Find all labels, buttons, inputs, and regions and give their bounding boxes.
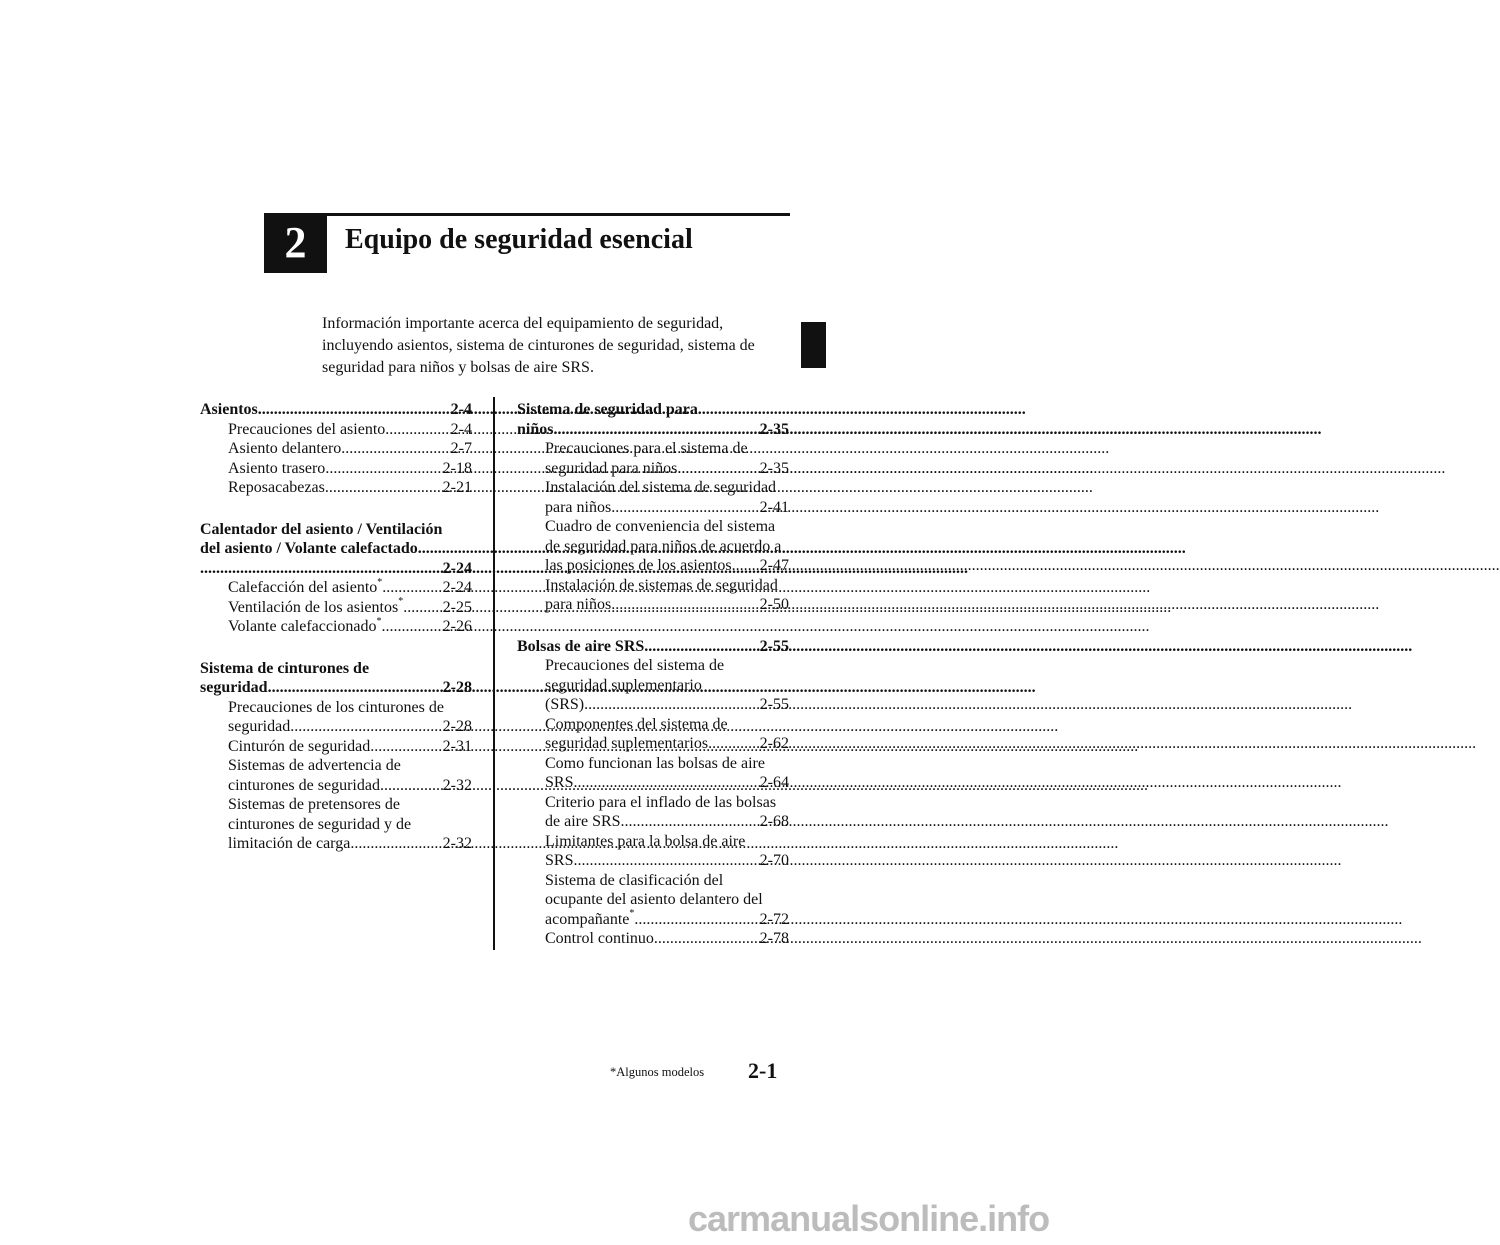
- toc-entry-label: Calefacción del asiento: [228, 579, 378, 596]
- toc-heading-title: del asiento / Volante calefactado: [200, 540, 418, 557]
- column-divider: [493, 397, 495, 950]
- toc-heading-line[interactable]: Sistema de seguridad para: [517, 401, 698, 418]
- toc-entry-label: cinturones de seguridad: [228, 776, 380, 794]
- toc-entry-label: para niños: [545, 498, 612, 516]
- toc-entry[interactable]: [517, 773, 789, 793]
- toc-page-number: 2-70: [759, 852, 789, 869]
- toc-heading[interactable]: [200, 539, 472, 559]
- chapter-title: Equipo de seguridad esencial: [345, 224, 693, 255]
- toc-heading-line[interactable]: Calentador del asiento / Ventilación: [200, 520, 443, 538]
- toc-entry[interactable]: [517, 459, 789, 479]
- toc-entry-label: SRS: [545, 852, 574, 869]
- toc-page-number: 2-25: [442, 598, 472, 616]
- toc-heading-title: niños: [517, 420, 554, 438]
- toc-section-asientos: [200, 400, 472, 498]
- chapter-rule: [327, 213, 790, 216]
- toc-entry[interactable]: [200, 459, 472, 479]
- toc-entry-label: SRS: [545, 774, 574, 791]
- toc-entry[interactable]: [517, 812, 789, 832]
- toc-heading-page-line[interactable]: [200, 559, 472, 579]
- toc-entry-label: (SRS): [545, 696, 585, 713]
- chapter-intro: [322, 313, 782, 379]
- toc-entry-label: Precauciones del asiento: [228, 420, 386, 438]
- toc-entry-line[interactable]: Sistemas de advertencia de: [228, 757, 401, 774]
- toc-column-left: [200, 400, 472, 876]
- toc-entry-line[interactable]: Limitantes para la bolsa de aire: [545, 832, 746, 850]
- toc-entry-label: seguridad suplementarios: [545, 735, 709, 752]
- toc-entry-line[interactable]: de seguridad para niños de acuerdo a: [545, 537, 782, 555]
- toc-entry-line[interactable]: Precauciones de los cinturones de: [228, 698, 444, 716]
- toc-entry[interactable]: [200, 420, 472, 440]
- toc-entry[interactable]: [517, 910, 789, 930]
- toc-page-number: 2-24: [442, 579, 472, 596]
- toc-entry[interactable]: [517, 734, 789, 754]
- chapter-side-tab: [801, 322, 826, 368]
- toc-entry[interactable]: [200, 439, 472, 459]
- watermark: carmanualsonline.info: [688, 1198, 1050, 1239]
- toc-entry-label: las posiciones de los asientos: [545, 557, 732, 574]
- toc-heading[interactable]: [517, 420, 789, 440]
- toc-page-number: 2-18: [442, 459, 472, 477]
- toc-page-number: 2-68: [759, 813, 789, 830]
- footnote-mark: *: [377, 576, 383, 588]
- toc-entry-line[interactable]: Precauciones del sistema de: [545, 657, 725, 674]
- toc-entry[interactable]: [517, 498, 789, 518]
- toc-heading[interactable]: [200, 678, 472, 698]
- toc-entry-label: Volante calefaccionado: [228, 618, 377, 635]
- toc-entry-label: para niños: [545, 596, 612, 613]
- footnote-mark: *: [376, 615, 382, 627]
- toc-heading-title: seguridad: [200, 679, 268, 696]
- footnote-mark: *: [629, 908, 635, 920]
- toc-entry-label: Control continuo: [545, 930, 654, 947]
- chapter-number-box: 2: [264, 213, 327, 273]
- toc-page-number: 2-64: [759, 774, 789, 791]
- toc-entry-line[interactable]: cinturones de seguridad y de: [228, 815, 412, 833]
- toc-entry-label: Reposacabezas: [228, 479, 325, 496]
- toc-page-number: 2-55: [759, 696, 789, 713]
- toc-entry-label: Asiento trasero: [228, 459, 326, 477]
- toc-page-number: 2-28: [442, 718, 472, 735]
- toc-page-number: 2-28: [442, 679, 472, 696]
- toc-entry-line[interactable]: Criterio para el inflado de las bolsas: [545, 793, 777, 811]
- toc-entry-line[interactable]: Como funcionan las bolsas de aire: [545, 754, 765, 772]
- toc-page-number: 2-21: [442, 479, 472, 496]
- toc-page-number: 2-32: [442, 835, 472, 852]
- toc-entry-label: limitación de carga: [228, 835, 351, 852]
- toc-column-right: [517, 400, 789, 971]
- toc-page-number: 2-26: [442, 618, 472, 635]
- toc-heading[interactable]: [200, 400, 472, 420]
- toc-page-number: 2-62: [759, 735, 789, 752]
- toc-entry[interactable]: [200, 776, 472, 796]
- toc-entry[interactable]: [517, 929, 789, 949]
- toc-entry[interactable]: [200, 717, 472, 737]
- footnote-mark: *: [398, 596, 404, 608]
- toc-entry[interactable]: [200, 737, 472, 757]
- toc-page-number: 2-47: [759, 557, 789, 574]
- toc-entry[interactable]: [200, 834, 472, 854]
- toc-entry-label: Cinturón de seguridad: [228, 737, 371, 755]
- intro-line: Información importante acerca del equipamiento de seguridad,: [322, 315, 724, 332]
- toc-entry[interactable]: [200, 617, 472, 637]
- chapter-header: [264, 213, 790, 273]
- toc-entry-line[interactable]: Instalación de sistemas de seguridad: [545, 576, 778, 594]
- intro-line: incluyendo asientos, sistema de cinturones de seguridad, sistema de: [322, 337, 755, 354]
- toc-page-number: 2-32: [442, 776, 472, 794]
- intro-line: seguridad para niños y bolsas de aire SRS.: [322, 359, 594, 376]
- toc-entry-label: de aire SRS: [545, 813, 621, 830]
- toc-section-calentador: [200, 520, 472, 637]
- toc-entry[interactable]: [517, 595, 789, 615]
- toc-entry-line[interactable]: Sistemas de pretensores de: [228, 796, 400, 813]
- toc-section-bolsas: [517, 637, 789, 949]
- toc-entry-line[interactable]: Precauciones para el sistema de: [545, 440, 748, 457]
- toc-page-number: 2-4: [450, 420, 472, 438]
- toc-entry[interactable]: [517, 556, 789, 576]
- toc-entry[interactable]: [200, 478, 472, 498]
- toc-entry-line[interactable]: Instalación del sistema de seguridad: [545, 479, 777, 496]
- toc-page-number: 2-78: [759, 930, 789, 947]
- toc-entry-label: seguridad: [228, 718, 291, 735]
- toc-page-number: 2-31: [442, 737, 472, 755]
- toc-heading-title: Asientos: [200, 401, 258, 418]
- footnote-text: *Algunos modelos: [610, 1065, 705, 1079]
- toc-page-number: 2-50: [759, 596, 789, 613]
- toc-page-number: 2-55: [759, 637, 789, 655]
- toc-entry-line[interactable]: Cuadro de conveniencia del sistema: [545, 518, 776, 535]
- toc-section-ninos: [517, 400, 789, 615]
- toc-entry-line[interactable]: seguridad suplementario: [545, 676, 702, 694]
- toc-entry-line[interactable]: Sistema de clasificación del: [545, 871, 724, 889]
- toc-entry[interactable]: [517, 851, 789, 871]
- toc-entry-label: acompañante: [545, 910, 630, 928]
- toc-page-number: 2-4: [450, 401, 472, 418]
- toc-entry-label: Ventilación de los asientos: [228, 598, 399, 616]
- toc-entry[interactable]: [200, 578, 472, 598]
- toc-page-number: 2-41: [759, 498, 789, 516]
- toc-page-number: 2-24: [442, 559, 472, 577]
- toc-entry-label: Asiento delantero: [228, 440, 342, 457]
- toc-entry-line[interactable]: Componentes del sistema de: [545, 715, 728, 733]
- toc-page-number: 2-7: [450, 440, 472, 457]
- toc-entry-label: seguridad para niños: [545, 459, 678, 477]
- toc-entry[interactable]: [517, 695, 789, 715]
- page-number: 2-1: [748, 1058, 778, 1083]
- toc-heading-title: Bolsas de aire SRS: [517, 637, 645, 655]
- toc-page-number: 2-35: [759, 459, 789, 477]
- toc-section-cinturones: [200, 659, 472, 854]
- toc-page-number: 2-72: [759, 910, 789, 928]
- toc-heading[interactable]: [517, 637, 789, 657]
- toc-entry-line[interactable]: ocupante del asiento delantero del: [545, 891, 763, 908]
- toc-heading-line[interactable]: Sistema de cinturones de: [200, 659, 370, 677]
- toc-entry[interactable]: [200, 598, 472, 618]
- toc-page-number: 2-35: [759, 420, 789, 438]
